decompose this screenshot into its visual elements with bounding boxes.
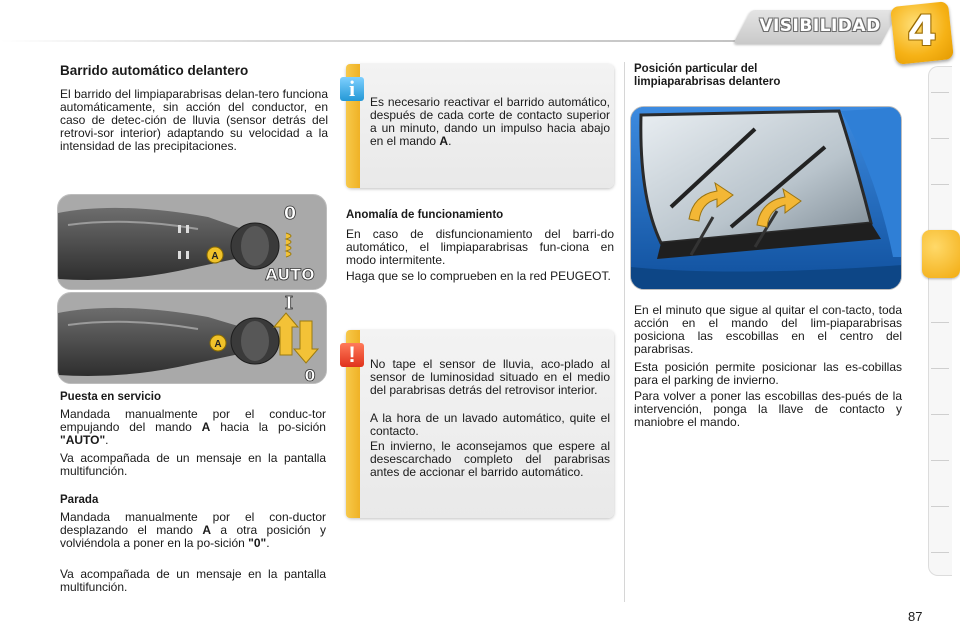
anomalia-paragraph: En caso de disfuncionamiento del barri-do automático, el limpiaparabrisas fun-ciona en modo intermitente.: [346, 227, 614, 267]
column-divider: [624, 62, 625, 602]
parada-message-paragraph: Va acompañada de un mensaje en la pantalla multifunción.: [60, 567, 326, 594]
puesta-paragraph: Mandada manualmente por el conduc-tor empujando del mando A hacia la po-sición "AUTO".: [60, 407, 326, 447]
position-zero-label: 0: [283, 203, 297, 224]
auto-position-ref: "AUTO": [60, 433, 106, 447]
page-number: 87: [908, 609, 923, 624]
posicion-heading-line2: limpiaparabrisas delantero: [634, 76, 781, 88]
chapter-tab-divider: [931, 92, 949, 93]
wiper-stalk-position-illustration: [57, 292, 327, 384]
control-a-ref: A: [202, 523, 211, 537]
anomalia-dealer-paragraph: Haga que se lo comprueben en la red PEUGEOT.: [346, 269, 611, 283]
chapter-tab-divider: [931, 368, 949, 369]
position-one-label: I: [284, 293, 294, 314]
chapter-tab-divider: [931, 322, 949, 323]
warning-winter-text: En invierno, le aconsejamos que espere al desescarchado completo del parabrisas antes de accionar el barrido automático.: [370, 439, 610, 479]
puesta-message-paragraph: Va acompañada de un mensaje en la pantalla multifunción.: [60, 451, 326, 478]
position-zero-label: 0: [304, 366, 316, 384]
control-a-marker: A: [214, 339, 222, 350]
section-title: VISIBILIDAD: [759, 16, 881, 36]
chapter-tab-divider: [931, 138, 949, 139]
wiper-stalk-auto-illustration: [57, 194, 327, 290]
puesta-heading: Puesta en servicio: [60, 391, 161, 403]
zero-position-ref: "0": [248, 536, 267, 550]
intro-paragraph: El barrido del limpiaparabrisas delan-tero funciona automáticamente, sin acción del conductor, en caso de detec-ción de lluvia (sensor detrás del retrovi-sor interior) adaptando su velocidad a la intensidad de las precipitaciones.: [60, 87, 328, 153]
chapter-number: 4: [907, 6, 937, 55]
wiper-stalk-auto-drawing: [58, 195, 327, 290]
header-rule: [0, 40, 860, 42]
chapter-tab-active: [922, 230, 960, 278]
info-icon: i: [340, 77, 364, 101]
chapter-tab-divider: [931, 506, 949, 507]
anomalia-heading: Anomalía de funcionamiento: [346, 209, 504, 221]
control-a-ref: A: [439, 134, 449, 148]
section-heading: Barrido automático delantero: [60, 63, 249, 78]
control-a-ref: A: [201, 420, 211, 434]
restore-paragraph: Para volver a poner las escobillas des-pués de la intervención, ponga la llave de contacto y maniobre el mando.: [634, 389, 902, 429]
info-note-text: Es necesario reactivar el barrido automático, después de cada corte de contacto superior a un minuto, dando un impulso hacia abajo en el mando A.: [370, 95, 610, 148]
wiper-stalk-position-drawing: [58, 293, 327, 384]
control-a-marker: A: [211, 251, 219, 262]
warning-carwash-text: A la hora de un lavado automático, quite el contacto.: [370, 411, 610, 438]
parking-paragraph: Esta posición permite posicionar las es-cobillas para el parking de invierno.: [634, 360, 902, 387]
windscreen-wipers-drawing: [631, 107, 902, 290]
chapter-tab-divider: [931, 460, 949, 461]
posicion-heading-line1: Posición particular del: [634, 63, 758, 75]
posicion-paragraph: En el minuto que sigue al quitar el con-tacto, toda acción en el mando del lim-piaparabrisas posiciona las escobillas en el centro del parabrisas.: [634, 303, 902, 356]
parada-heading: Parada: [60, 494, 99, 506]
chapter-tab-divider: [931, 184, 949, 185]
warning-icon: !: [340, 343, 364, 367]
chapter-tab-divider: [931, 414, 949, 415]
chapter-tab-divider: [931, 552, 949, 553]
chapter-tab-strip: [928, 66, 952, 576]
warning-sensor-text: No tape el sensor de lluvia, aco-plado al sensor de luminosidad situado en el medio del parabrisas detrás del retrovisor interior.: [370, 357, 610, 397]
position-auto-label: AUTO: [265, 265, 315, 284]
windscreen-wipers-illustration: [630, 106, 902, 290]
parada-paragraph: Mandada manualmente por el con-ductor desplazando el mando A a otra posición y volviéndola a poner en la po-sición "0".: [60, 510, 326, 550]
